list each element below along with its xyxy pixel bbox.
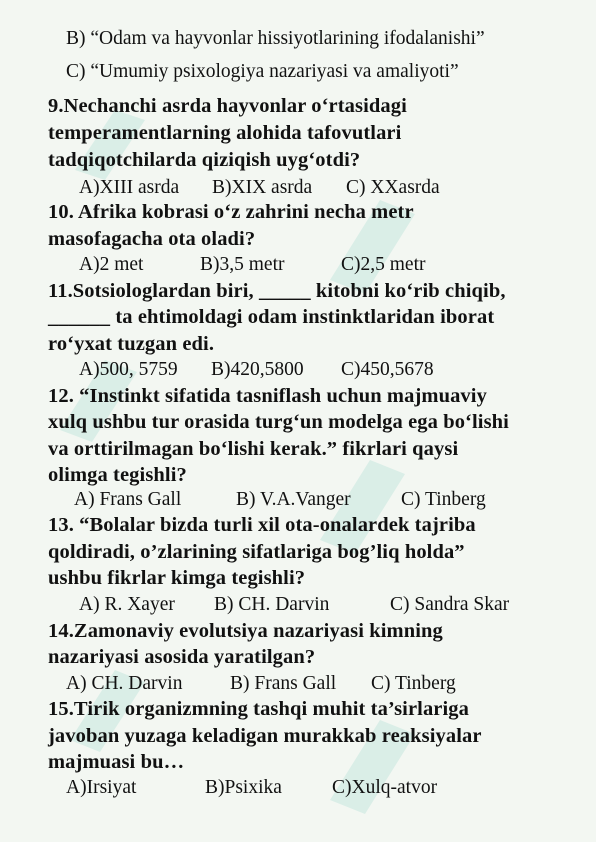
question-text-line: ushbu fikrlar kimga tegishli? — [48, 567, 306, 589]
question-text-line: va orttirilmagan bo‘lishi kerak.” fikrlari qaysi — [48, 438, 459, 460]
question-text-line: xulq ushbu tur orasida turg‘un modelga ega bo‘lishi — [48, 411, 509, 433]
option-a: A)Irsiyat — [66, 777, 137, 798]
option-a: A)500, 5759 — [79, 359, 178, 380]
question-text-line: masofagacha ota oladi? — [48, 228, 256, 250]
option-b: B) Frans Gall — [230, 673, 337, 694]
question-text-line: temperamentlarning alohida tafovutlari — [48, 122, 402, 144]
option-c: C)450,5678 — [341, 359, 434, 380]
option-a: A) Frans Gall — [74, 489, 182, 510]
question-text-line: 13. “Bolalar bizda turli xil ota-onalardek tajriba — [48, 514, 476, 536]
question-text-line: ro‘yxat tuzgan edi. — [48, 333, 215, 355]
question-text-line: 12. “Instinkt sifatida tasniflash uchun majmuaviy — [48, 385, 487, 407]
prev-option-c: C) “Umumiy psixologiya nazariyasi va amaliyoti” — [66, 61, 459, 82]
option-a: A) CH. Darvin — [66, 673, 183, 694]
option-b: B) CH. Darvin — [214, 594, 330, 615]
option-c: C) Tinberg — [401, 489, 486, 510]
question-text-line: 14.Zamonaviy evolutsiya nazariyasi kimning — [48, 620, 443, 642]
question-text-line: 10. Afrika kobrasi o‘z zahrini necha metr — [48, 201, 414, 223]
option-b: B)420,5800 — [211, 359, 304, 380]
option-c: C)Xulq-atvor — [332, 777, 438, 798]
option-b: B)XIX asrda — [212, 177, 313, 198]
option-c: C) Tinberg — [371, 673, 456, 694]
question-text-line: ______ ta ehtimoldagi odam instinktlaridan iborat — [48, 306, 495, 328]
question-text-line: 15.Tirik organizmning tashqi muhit ta’sirlariga — [48, 698, 469, 720]
prev-option-b: B) “Odam va hayvonlar hissiyotlarining ifodalanishi” — [66, 28, 485, 49]
option-a: A)XIII asrda — [79, 177, 180, 198]
option-c: C)2,5 metr — [341, 254, 426, 275]
question-text-line: tadqiqotchilarda qiziqish uyg‘otdi? — [48, 149, 361, 171]
option-b: B) V.A.Vanger — [236, 489, 351, 510]
question-text-line: 11.Sotsiologlardan biri, _____ kitobni ko‘rib chiqib, — [48, 280, 506, 302]
option-a: A)2 met — [79, 254, 144, 275]
option-a: A) R. Xayer — [79, 594, 175, 615]
question-text-line: 9.Nechanchi asrda hayvonlar o‘rtasidagi — [48, 95, 407, 117]
question-text-line: nazariyasi asosida yaratilgan? — [48, 646, 316, 668]
option-c: C) Sandra Skar — [390, 594, 510, 615]
question-text-line: qoldiradi, o’zlarining sifatlariga bog’liq holda” — [48, 541, 465, 563]
option-c: C) XXasrda — [346, 177, 440, 198]
question-text-line: javoban yuzaga keladigan murakkab reaksiyalar — [48, 725, 482, 747]
option-b: B)Psixika — [205, 777, 282, 798]
question-text-line: majmuasi bu… — [48, 751, 185, 773]
question-text-line: olimga tegishli? — [48, 464, 187, 486]
option-b: B)3,5 metr — [200, 254, 285, 275]
